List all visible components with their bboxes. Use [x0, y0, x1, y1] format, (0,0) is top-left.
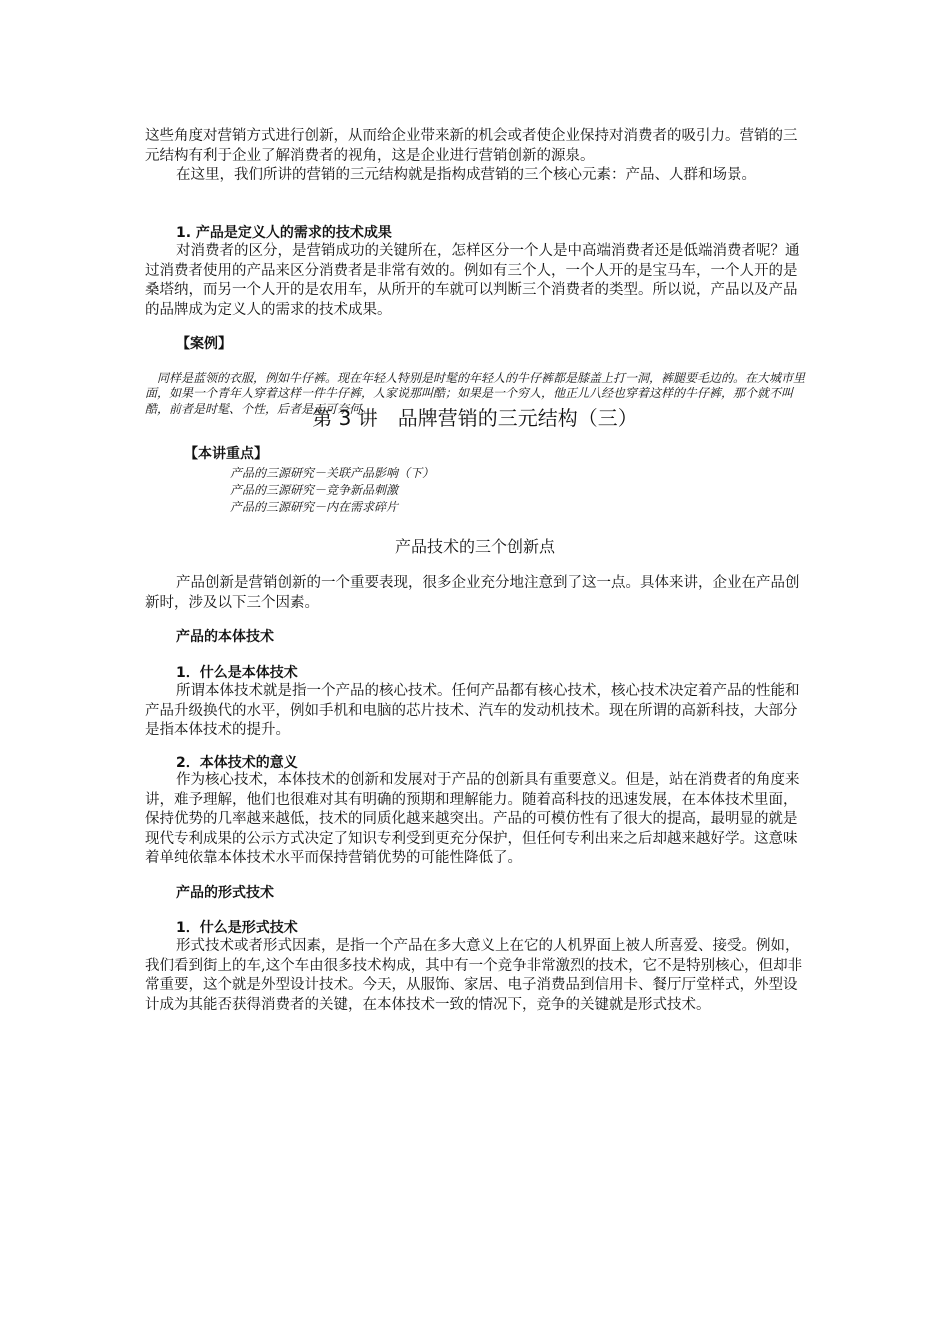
top-paragraph-1: 这些角度对营销方式进行创新，从而给企业带来新的机会或者使企业保持对消费者的吸引力。营销的三元结构有利于企业了解消费者的视角，这是企业进行营销创新的源泉。 [145, 128, 798, 164]
top-paragraph-2: 在这里，我们所讲的营销的三元结构就是指构成营销的三个核心元素：产品、人群和场景。 [176, 167, 756, 183]
key-point-2: 产品的三源研究－竞争新品刺激 [230, 483, 399, 497]
key-point-3: 产品的三源研究－内在需求碎片 [230, 500, 399, 514]
lecture-title: 第 3 讲 品牌营销的三元结构（三） [312, 406, 638, 430]
key-points-label: 【本讲重点】 [184, 446, 268, 462]
core-tech-answer-2: 作为核心技术，本体技术的创新和发展对于产品的创新具有重要意义。但是，站在消费者的角度来讲，难予理解，他们也很难对其有明确的预期和理解能力。随着高科技的迅速发展，在本体技术里面，保持优势的几率越来越低，技术的同质化越来越突出。产品的可模仿性有了很大的提高，最明显的就是现代专利成果的公示方式决定了知识专利受到更充分保护，但任何专利出来之后却越来越好学。这意味着单纯依靠本体技术水平而保持营销优势的可能性降低了。 [145, 772, 800, 866]
core-tech-answer-1: 所谓本体技术就是指一个产品的核心技术。任何产品都有核心技术，核心技术决定着产品的性能和产品升级换代的水平，例如手机和电脑的芯片技术、汽车的发动机技术。现在所谓的高新科技，大部分是指本体技术的提升。 [145, 683, 800, 738]
case-text-content: 同样是蓝领的衣服，例如牛仔裤。现在年轻人特别是时髦的年轻人的牛仔裤都是膝盖上打一洞，裤腿要毛边的。在大城市里面，如果一个青年人穿着这样一件牛仔裤，人家说那叫酷；如果是一个穷人，他正儿八经也穿着这样的牛仔裤，那个就不叫酷，前者是时髦、个性，后者是无可奈何。 [145, 370, 806, 416]
form-tech-heading: 产品的形式技术 [176, 885, 274, 901]
form-tech-answer-1: 形式技术或者形式因素，是指一个产品在多大意义上在它的人机界面上被人所喜爱、接受。例如，我们看到街上的车,这个车由很多技术构成，其中有一个竞争非常激烈的技术，它不是特别核心，但却非常重要，这个就是外型设计技术。今天，从服饰、家居、电子消费品到信用卡、餐厅厅堂样式，外型设计成为其能否获得消费者的关键，在本体技术一致的情况下，竞争的关键就是形式技术。 [145, 938, 803, 1013]
core-tech-question-2: 2．本体技术的意义 [176, 755, 298, 771]
section-paragraph-demand: 对消费者的区分，是营销成功的关键所在，怎样区分一个人是中高端消费者还是低端消费者呢？通过消费者使用的产品来区分消费者是非常有效的。例如有三个人，一个人开的是宝马车，一个人开的是桑塔纳，而另一个人开的是农用车，从所开的车就可以判断三个消费者的类型。所以说，产品以及产品的品牌成为定义人的需求的技术成果。 [145, 243, 800, 318]
key-point-1: 产品的三源研究－关联产品影响（下） [230, 466, 435, 480]
core-tech-heading: 产品的本体技术 [176, 629, 274, 645]
form-tech-question-1: 1．什么是形式技术 [176, 920, 298, 936]
section-heading-demand: 1. 产品是定义人的需求的技术成果 [176, 225, 392, 241]
innovation-title: 产品技术的三个创新点 [394, 537, 555, 556]
core-tech-question-1: 1．什么是本体技术 [176, 665, 298, 681]
case-label: 【案例】 [176, 336, 232, 352]
innovation-intro: 产品创新是营销创新的一个重要表现，很多企业充分地注意到了这一点。具体来讲，企业在产品创新时，涉及以下三个因素。 [145, 575, 800, 611]
